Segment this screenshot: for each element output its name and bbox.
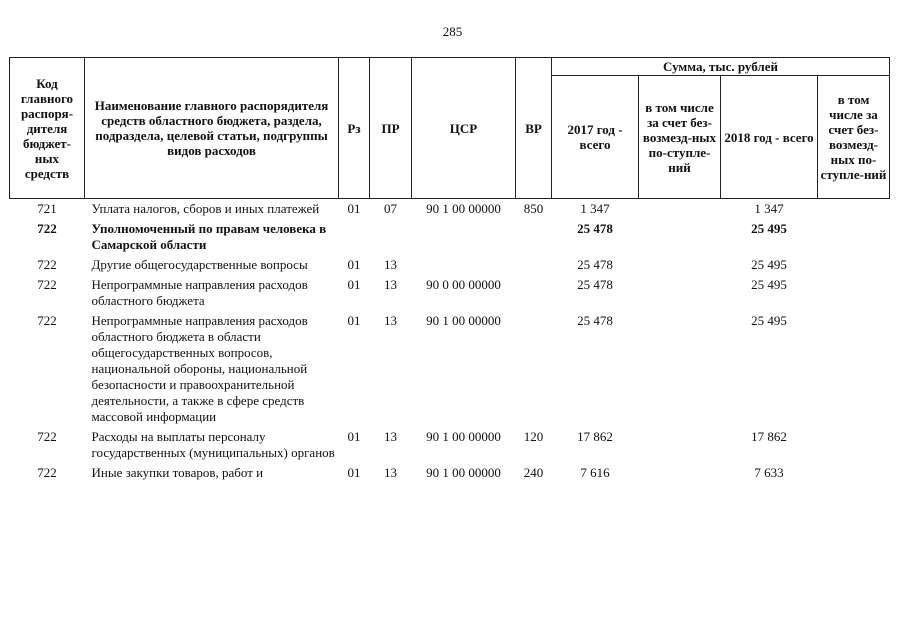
row-2018-total: 17 862 [751,429,787,444]
row-2018-incl [818,275,890,311]
row-rz: 01 [347,465,361,480]
row-csr [412,219,516,255]
header-2017-total: 2017 год - всего [552,76,639,199]
row-2018-total: 25 495 [751,257,787,272]
row-pr: 13 [384,465,397,480]
row-csr: 90 1 00 00000 [426,429,501,444]
row-2017-total: 25 478 [577,257,613,272]
table-row [10,275,890,311]
header-2017-incl: в том числе за счет без-возмезд-ных по-ступле-ний [639,76,721,199]
row-vr [516,219,552,255]
row-code: 722 [37,257,57,272]
row-csr: 90 0 00 00000 [426,277,501,292]
row-csr [412,255,516,275]
row-code: 721 [37,201,57,216]
row-2018-total: 7 633 [754,465,784,480]
row-code: 722 [37,313,57,328]
row-vr: 240 [523,465,544,480]
header-code: Код главного распоря-дителя бюджет-ных средств [10,58,85,199]
row-code: 722 [37,221,57,236]
row-2017-incl [639,199,721,220]
header-vr: ВР [516,58,552,199]
row-vr: 850 [523,201,544,216]
row-2018-incl [818,219,890,255]
table-row [10,427,890,463]
table-row [10,255,890,275]
row-2017-incl [639,427,721,463]
row-2018-total: 25 495 [751,277,787,292]
row-csr: 90 1 00 00000 [426,465,501,480]
row-2017-incl [639,275,721,311]
row-pr: 13 [384,257,397,272]
row-2017-total: 1 347 [580,201,610,216]
row-2017-incl [639,463,721,483]
table-row [10,219,890,255]
row-2018-incl [818,311,890,427]
row-code: 722 [37,277,57,292]
row-pr: 13 [384,277,397,292]
row-pr [370,219,412,255]
row-name: Уплата налогов, сборов и иных платежей [91,201,320,216]
row-name: Непрограммные направления расходов областного бюджета [91,277,308,308]
row-name: Уполномоченный по правам человека в Самарской области [91,221,327,252]
page-number: 285 [442,24,463,39]
row-rz: 01 [347,201,361,216]
row-rz [339,219,370,255]
row-csr: 90 1 00 00000 [426,201,501,216]
row-2017-total: 17 862 [577,429,613,444]
row-code: 722 [37,429,57,444]
row-pr: 13 [384,429,397,444]
table-row [10,463,890,483]
row-name: Расходы на выплаты персоналу государственных (муниципальных) органов [91,429,335,460]
row-pr: 07 [384,201,397,216]
row-rz: 01 [347,313,361,328]
row-name: Другие общегосударственные вопросы [91,257,308,272]
row-rz: 01 [347,429,361,444]
row-vr [516,275,552,311]
table-body [10,199,890,484]
header-sum: Сумма, тыс. рублей [552,58,890,76]
header-rz: Рз [339,58,370,199]
header-2018-incl: в том числе за счет без-возмезд-ных по-ступле-ний [818,76,890,199]
row-vr [516,255,552,275]
row-2018-total: 1 347 [754,201,784,216]
row-2018-incl [818,199,890,220]
budget-table [9,57,890,483]
row-csr: 90 1 00 00000 [426,313,501,328]
row-2017-total: 25 478 [577,221,613,236]
row-2018-incl [818,255,890,275]
row-2017-incl [639,311,721,427]
row-name: Непрограммные направления расходов областного бюджета в области общегосударственных вопросов, национальной обороны, национальной безопасности и правоохранительной деятельности, а также в сфере средств массовой информации [91,313,308,424]
header-pr: ПР [370,58,412,199]
row-rz: 01 [347,277,361,292]
row-2018-incl [818,427,890,463]
row-code: 722 [37,465,57,480]
row-2017-total: 25 478 [577,277,613,292]
row-vr: 120 [523,429,544,444]
row-2017-incl [639,219,721,255]
row-2017-incl [639,255,721,275]
header-csr: ЦСР [412,58,516,199]
table-row [10,199,890,220]
row-2018-incl [818,463,890,483]
table-row [10,311,890,427]
row-2018-total: 25 495 [751,221,787,236]
row-2018-total: 25 495 [751,313,787,328]
row-vr [516,311,552,427]
row-name: Иные закупки товаров, работ и [91,465,264,480]
header-name: Наименование главного распорядителя средств областного бюджета, раздела, подраздела, целевой статьи, подгруппы видов расходов [85,58,339,199]
row-pr: 13 [384,313,397,328]
row-2017-total: 7 616 [580,465,610,480]
table-header [10,58,890,199]
row-rz: 01 [347,257,361,272]
row-2017-total: 25 478 [577,313,613,328]
header-2018-total: 2018 год - всего [721,76,818,199]
